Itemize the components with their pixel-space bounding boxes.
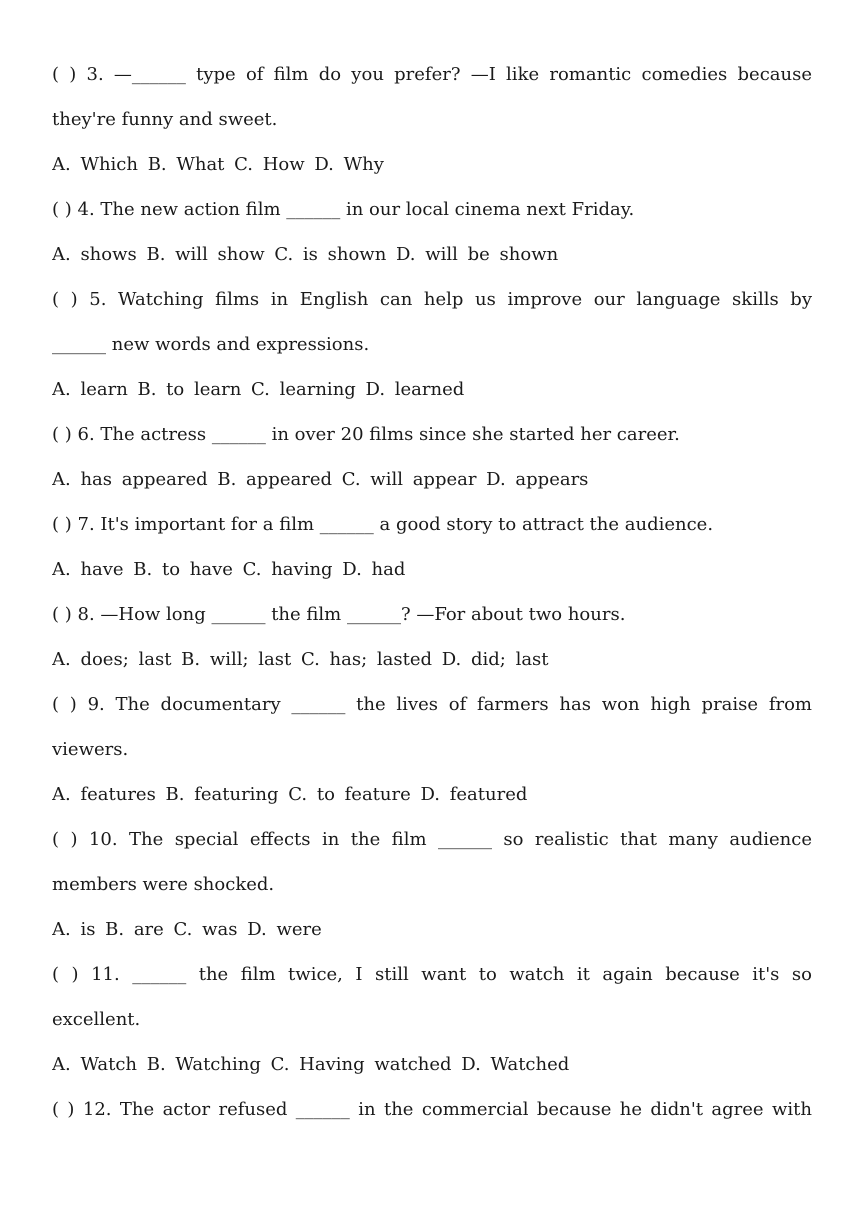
question-12 — [52, 1087, 812, 1132]
question-6-line-1: ( ) 6. The actress ______ in over 20 films since she started her career. — [52, 424, 680, 445]
question-9 — [52, 682, 812, 817]
question-sheet — [52, 52, 812, 1132]
question-3 — [52, 52, 812, 187]
question-6-options: A. has appeared B. appeared C. will appear D. appears — [52, 469, 589, 490]
question-10-line-2: members were shocked. — [52, 874, 275, 895]
question-10 — [52, 817, 812, 952]
question-3-options: A. Which B. What C. How D. Why — [52, 154, 384, 175]
question-5 — [52, 277, 812, 412]
question-4-line-1: ( ) 4. The new action film ______ in our local cinema next Friday. — [52, 199, 635, 220]
question-11 — [52, 952, 812, 1087]
question-11-options: A. Watch B. Watching C. Having watched D. Watched — [52, 1054, 570, 1075]
question-6 — [52, 412, 812, 502]
question-8 — [52, 592, 812, 682]
question-7-line-1: ( ) 7. It's important for a film ______ a good story to attract the audience. — [52, 514, 714, 535]
question-5-line-2: ______ new words and expressions. — [52, 334, 370, 355]
question-11-line-1: ( ) 11. ______ the film twice, I still want to watch it again because it's so — [52, 964, 812, 985]
question-8-line-1: ( ) 8. —How long ______ the film ______? —For about two hours. — [52, 604, 626, 625]
question-5-line-1: ( ) 5. Watching films in English can help us improve our language skills by — [52, 289, 812, 310]
question-10-line-1: ( ) 10. The special effects in the film ______ so realistic that many audience — [52, 829, 812, 850]
question-7-options: A. have B. to have C. having D. had — [52, 559, 406, 580]
question-11-line-2: excellent. — [52, 1009, 141, 1030]
question-10-options: A. is B. are C. was D. were — [52, 919, 322, 940]
question-4-options: A. shows B. will show C. is shown D. will be shown — [52, 244, 559, 265]
question-7 — [52, 502, 812, 592]
question-12-line-1: ( ) 12. The actor refused ______ in the commercial because he didn't agree with — [52, 1099, 812, 1120]
question-5-options: A. learn B. to learn C. learning D. learned — [52, 379, 465, 400]
question-8-options: A. does; last B. will; last C. has; lasted D. did; last — [52, 649, 549, 670]
question-9-line-2: viewers. — [52, 739, 129, 760]
question-3-line-1: ( ) 3. —______ type of film do you prefer? —I like romantic comedies because — [52, 64, 812, 85]
question-9-options: A. features B. featuring C. to feature D. featured — [52, 784, 528, 805]
question-3-line-2: they're funny and sweet. — [52, 109, 278, 130]
question-9-line-1: ( ) 9. The documentary ______ the lives of farmers has won high praise from — [52, 694, 812, 715]
question-4 — [52, 187, 812, 277]
